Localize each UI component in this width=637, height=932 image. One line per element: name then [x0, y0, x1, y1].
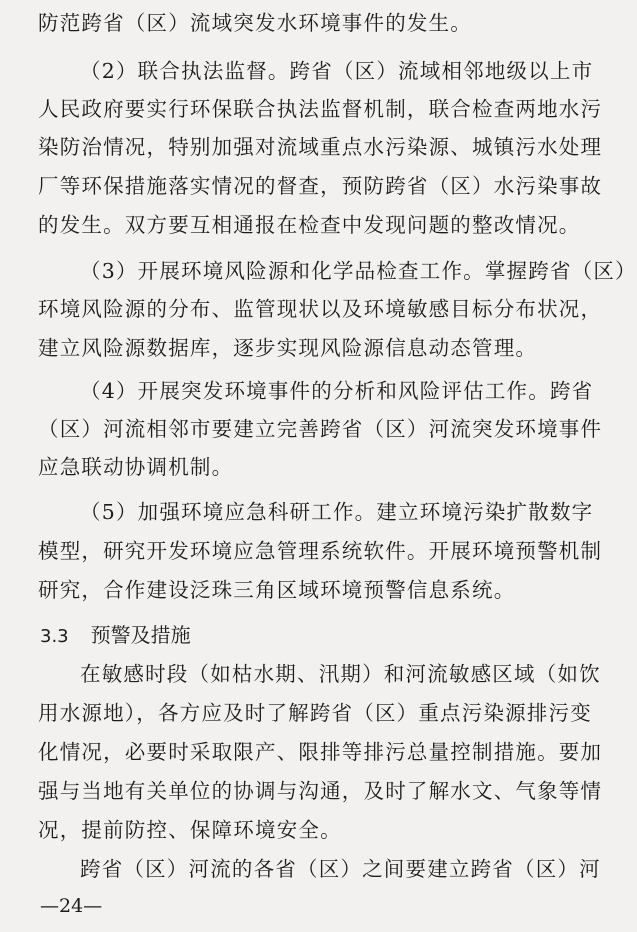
text-line: 染防治情况，特别加强对流域重点水污染源、城镇污水处理 [38, 135, 603, 159]
page-number: —24— [40, 895, 103, 917]
text-line: 强与当地有关单位的协调与沟通，及时了解水文、气象等情 [38, 779, 603, 803]
text-line: （4）开展突发环境事件的分析和风险评估工作。跨省 [80, 379, 594, 403]
text-line: 跨省（区）河流的各省（区）之间要建立跨省（区）河 [80, 857, 601, 881]
text-line: （区）河流相邻市要建立完善跨省（区）河流突发环境事件 [38, 417, 603, 441]
text-line: 在敏感时段（如枯水期、汛期）和河流敏感区域（如饮 [80, 662, 601, 686]
text-line: 的发生。双方要互相通报在检查中发现问题的整改情况。 [38, 213, 581, 237]
text-line: 模型，研究开发环境应急管理系统软件。开展环境预警机制 [38, 539, 603, 563]
text-line: 人民政府要实行环保联合执法监督机制，联合检查两地水污 [38, 97, 603, 121]
text-line: 应急联动协调机制。 [38, 455, 234, 479]
text-line: （3）开展环境风险源和化学品检查工作。掌握跨省（区） [80, 259, 637, 283]
text-line: 防范跨省（区）流域突发水环境事件的发生。 [38, 11, 472, 35]
text-line: （2）联合执法监督。跨省（区）流域相邻地级以上市 [80, 59, 594, 83]
text-line: 况，提前防控、保障环境安全。 [38, 818, 342, 842]
text-line: 研究，合作建设泛珠三角区域环境预警信息系统。 [38, 578, 516, 602]
text-line: 化情况，必要时采取限产、限排等排污总量控制措施。要加 [38, 740, 603, 764]
section-title: 预警及措施 [90, 623, 191, 647]
text-line: 环境风险源的分布、监管现状以及环境敏感目标分布状况， [38, 297, 603, 321]
text-line: （5）加强环境应急科研工作。建立环境污染扩散数字 [80, 500, 594, 524]
section-number: 3.3 [40, 626, 69, 647]
text-line: 用水源地），各方应及时了解跨省（区）重点污染源排污变 [38, 701, 592, 725]
text-line: 厂等环保措施落实情况的督查，预防跨省（区）水污染事故 [38, 174, 603, 198]
section-heading [40, 620, 191, 652]
text-line: 建立风险源数据库，逐步实现风险源信息动态管理。 [38, 336, 538, 360]
